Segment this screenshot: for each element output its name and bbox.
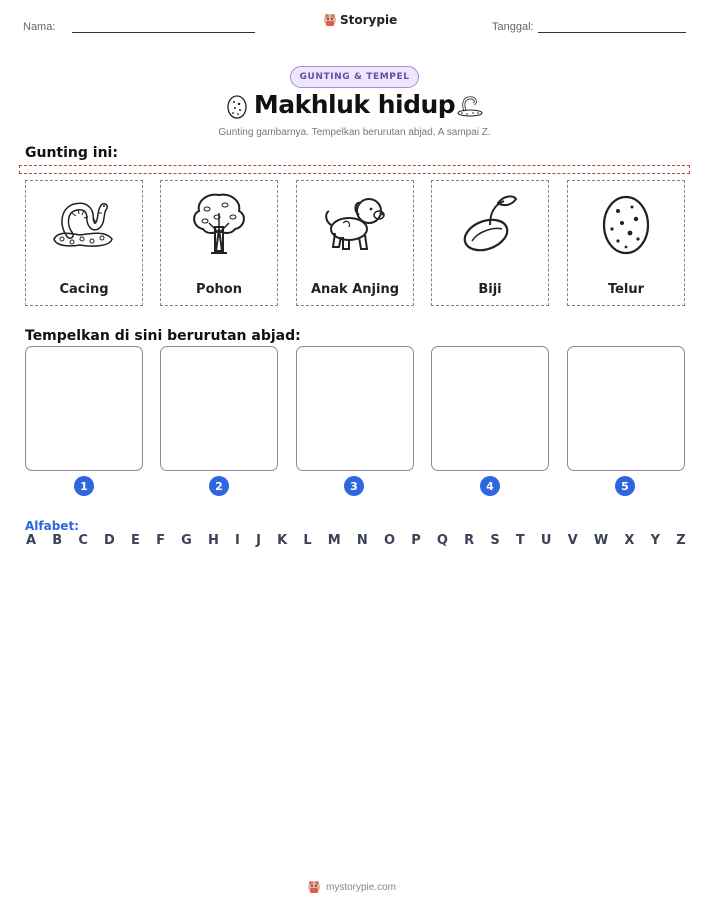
card-label: Cacing xyxy=(59,282,109,297)
letter: Y xyxy=(650,533,661,548)
letter: I xyxy=(235,533,240,548)
order-number-1: 1 xyxy=(74,476,94,496)
letter: W xyxy=(593,533,609,548)
brand-name: Storypie xyxy=(340,13,398,27)
card-label: Biji xyxy=(478,282,502,297)
letter: X xyxy=(624,533,635,548)
alphabet-row xyxy=(26,533,686,548)
letter: Z xyxy=(676,533,686,548)
instructions: Gunting gambarnya. Tempelkan berurutan abjad, A sampai Z. xyxy=(218,127,491,138)
footer xyxy=(307,880,396,894)
letter: J xyxy=(256,533,261,548)
storypie-logo-icon xyxy=(307,880,321,894)
letter: M xyxy=(327,533,341,548)
letter: O xyxy=(383,533,396,548)
cut-card-telur[interactable] xyxy=(567,180,685,306)
letter: N xyxy=(356,533,368,548)
puppy-icon xyxy=(321,189,389,255)
letter: T xyxy=(515,533,525,548)
footer-link[interactable]: mystorypie.com xyxy=(326,881,397,893)
order-number-5: 5 xyxy=(615,476,635,496)
paste-box-2[interactable] xyxy=(160,346,278,471)
page-title: Makhluk hidup xyxy=(253,90,456,119)
storypie-logo-icon xyxy=(323,13,337,27)
cut-heading: Gunting ini: xyxy=(25,145,118,161)
letter: R xyxy=(464,533,475,548)
brand-logo xyxy=(323,13,397,27)
letter: C xyxy=(78,533,88,548)
paste-box-3[interactable] xyxy=(296,346,414,471)
letter: L xyxy=(303,533,312,548)
order-number-4: 4 xyxy=(480,476,500,496)
tree-icon xyxy=(185,189,253,257)
date-line xyxy=(538,32,686,33)
card-label: Pohon xyxy=(196,282,242,297)
order-number-2: 2 xyxy=(209,476,229,496)
cut-card-anak-anjing[interactable] xyxy=(296,180,414,306)
worm-icon xyxy=(50,189,118,253)
letter: F xyxy=(156,533,165,548)
card-label: Anak Anjing xyxy=(310,282,400,297)
egg-icon xyxy=(592,189,660,257)
cut-line xyxy=(19,165,690,174)
cut-card-cacing[interactable] xyxy=(25,180,143,306)
order-number-3: 3 xyxy=(344,476,364,496)
letter: S xyxy=(490,533,500,548)
letter: H xyxy=(207,533,219,548)
letter: E xyxy=(131,533,140,548)
paste-box-1[interactable] xyxy=(25,346,143,471)
cut-card-biji[interactable] xyxy=(431,180,549,306)
worm-icon xyxy=(456,93,484,117)
paste-box-4[interactable] xyxy=(431,346,549,471)
date-label: Tanggal: xyxy=(492,21,534,33)
letter: G xyxy=(181,533,192,548)
alphabet-heading: Alfabet: xyxy=(25,519,79,533)
letter: B xyxy=(52,533,63,548)
letter: D xyxy=(104,533,115,548)
letter: K xyxy=(277,533,288,548)
activity-badge: GUNTING & TEMPEL xyxy=(290,66,419,88)
letter: Q xyxy=(436,533,448,548)
letter: A xyxy=(26,533,37,548)
letter: P xyxy=(411,533,421,548)
card-label: Telur xyxy=(607,282,645,297)
paste-heading: Tempelkan di sini berurutan abjad: xyxy=(25,328,301,344)
paste-box-5[interactable] xyxy=(567,346,685,471)
name-label: Nama: xyxy=(23,21,56,33)
name-line xyxy=(72,32,255,33)
letter: U xyxy=(540,533,552,548)
letter: V xyxy=(567,533,578,548)
cut-card-pohon[interactable] xyxy=(160,180,278,306)
seed-icon xyxy=(456,189,524,255)
